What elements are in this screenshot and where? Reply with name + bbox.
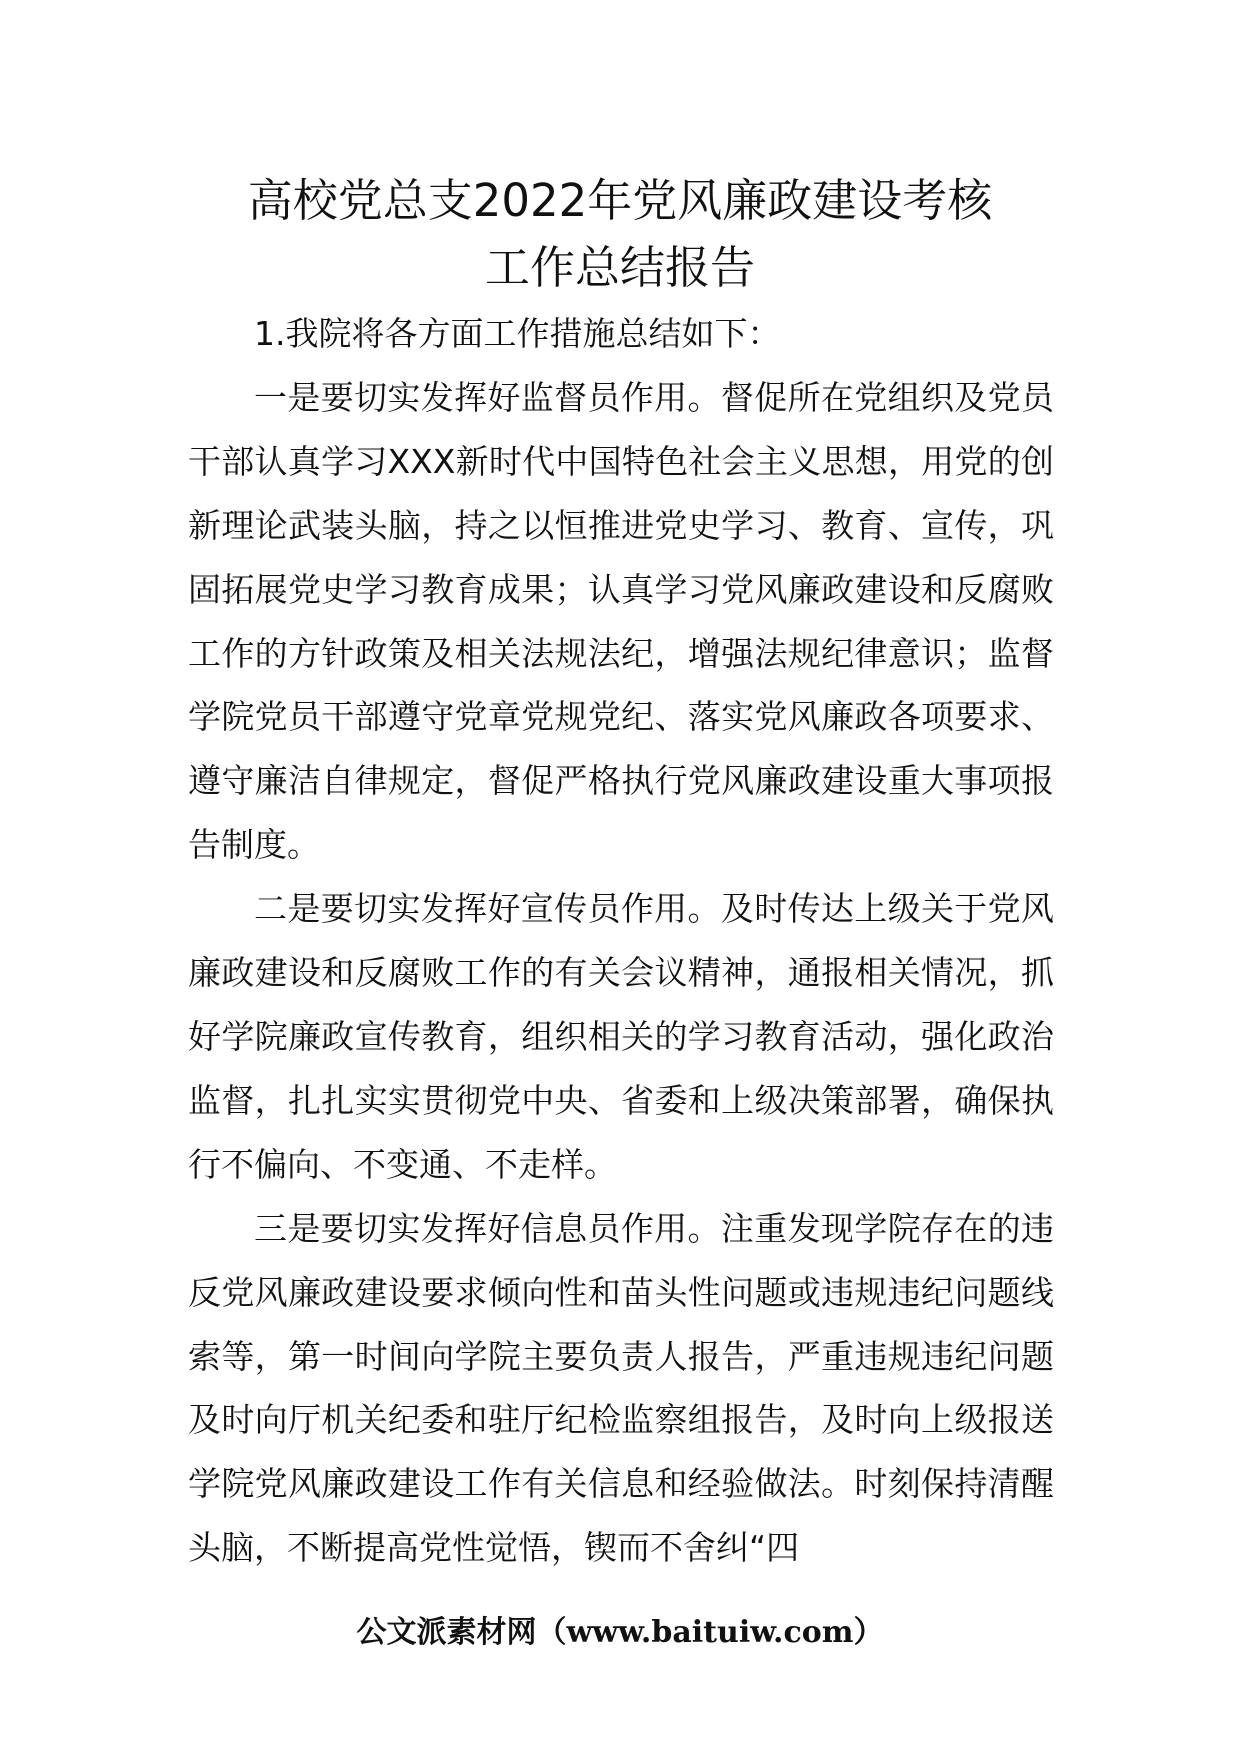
document-body: [188, 302, 1054, 1580]
document-title-line-2: 工作总结报告: [484, 241, 755, 294]
page-footer-watermark: 公文派素材网（www.baituiw.com）: [356, 1615, 884, 1650]
paragraph-supervisor-role: 一是要切实发挥好监督员作用。督促所在党组织及党员干部认真学习XXX新时代中国特色社会主义思想，用党的创新理论武装头脑，持之以恒推进党史学习、教育、宣传，巩固拓展党史学习教育成果；认真学习党风廉政建设和反腐败工作的方针政策及相关法规法纪，增强法规纪律意识；监督学院党员干部遵守党章党规党纪、落实党风廉政各项要求、遵守廉洁自律规定，督促严格执行党风廉政建设重大事项报告制度。: [188, 377, 1054, 865]
document-title-line-1: 高校党总支2022年党风廉政建设考核: [247, 174, 993, 227]
paragraph-informant-role: 三是要切实发挥好信息员作用。注重发现学院存在的违反党风廉政建设要求倾向性和苗头性问题或违规违纪问题线索等，第一时间向学院主要负责人报告，严重违规违纪问题及时向厅机关纪委和驻厅纪检监察组报告，及时向上级报送学院党风廉政建设工作有关信息和经验做法。时刻保持清醒头脑，不断提高党性觉悟，锲而不舍纠“四: [188, 1208, 1054, 1568]
paragraph-publicity-role: 二是要切实发挥好宣传员作用。及时传达上级关于党风廉政建设和反腐败工作的有关会议精神，通报相关情况，抓好学院廉政宣传教育，组织相关的学习教育活动，强化政治监督，扎扎实实贯彻党中央、省委和上级决策部署，确保执行不偏向、不变通、不走样。: [188, 889, 1054, 1184]
paragraph-intro: 1.我院将各方面工作措施总结如下：: [254, 314, 781, 353]
